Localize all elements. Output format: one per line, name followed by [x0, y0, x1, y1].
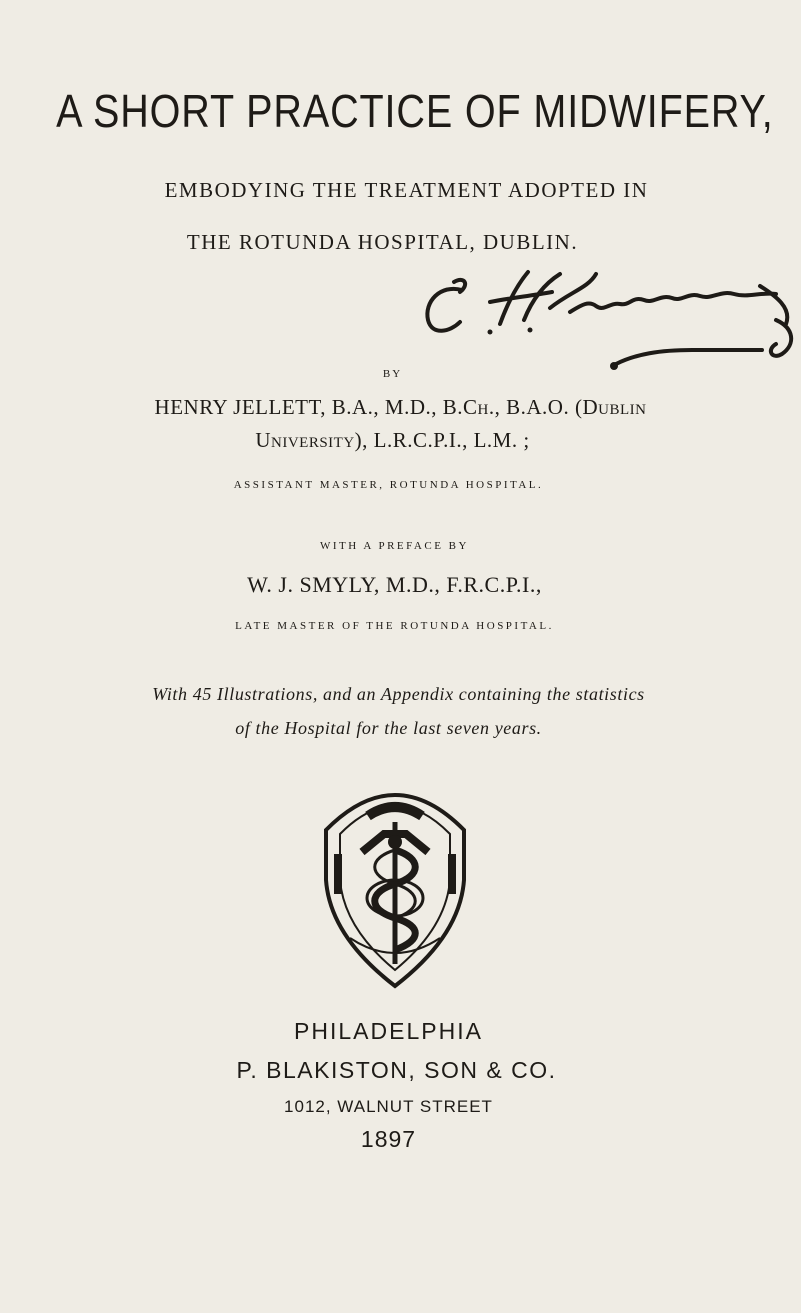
- publisher-name: P. BLAKISTON, SON & CO.: [236, 1057, 557, 1083]
- handwritten-signature: [420, 262, 800, 372]
- illustrations-note-line-2: of the Hospital for the last seven years.: [235, 718, 542, 738]
- publisher-city: PHILADELPHIA: [294, 1018, 483, 1044]
- preface-author: W. J. SMYLY, M.D., F.R.C.P.I.,: [247, 572, 542, 597]
- book-title: A SHORT PRACTICE OF MIDWIFERY,: [56, 85, 774, 137]
- author-name-degrees: HENRY JELLETT, B.A., M.D., B.: [154, 395, 464, 419]
- preface-by-label: WITH A PREFACE BY: [320, 540, 469, 552]
- author-line-2: [0, 428, 793, 453]
- author-role: ASSISTANT MASTER, ROTUNDA HOSPITAL.: [233, 479, 544, 491]
- preface-author-role: LATE MASTER OF THE ROTUNDA HOSPITAL.: [235, 620, 554, 632]
- dublin-label: Dublin: [582, 395, 647, 419]
- degree-ch: Ch: [463, 395, 489, 419]
- author-degrees-mid: ., B.A.O. (: [488, 395, 583, 419]
- publication-year: 1897: [360, 1126, 417, 1152]
- publisher-address: 1012, WALNUT STREET: [284, 1097, 493, 1116]
- university-label: University: [255, 428, 355, 452]
- subtitle-line-2: THE ROTUNDA HOSPITAL, DUBLIN.: [186, 230, 579, 254]
- publisher-seal-emblem: [310, 768, 480, 990]
- subtitle-line-1: EMBODYING THE TREATMENT ADOPTED IN: [164, 178, 649, 202]
- by-label: BY: [382, 368, 403, 380]
- illustrations-note-line-1: With 45 Illustrations, and an Appendix containing the statistics: [152, 684, 645, 704]
- author-line-1: [0, 395, 801, 420]
- author-degrees-end: ), L.R.C.P.I., L.M. ;: [354, 428, 530, 452]
